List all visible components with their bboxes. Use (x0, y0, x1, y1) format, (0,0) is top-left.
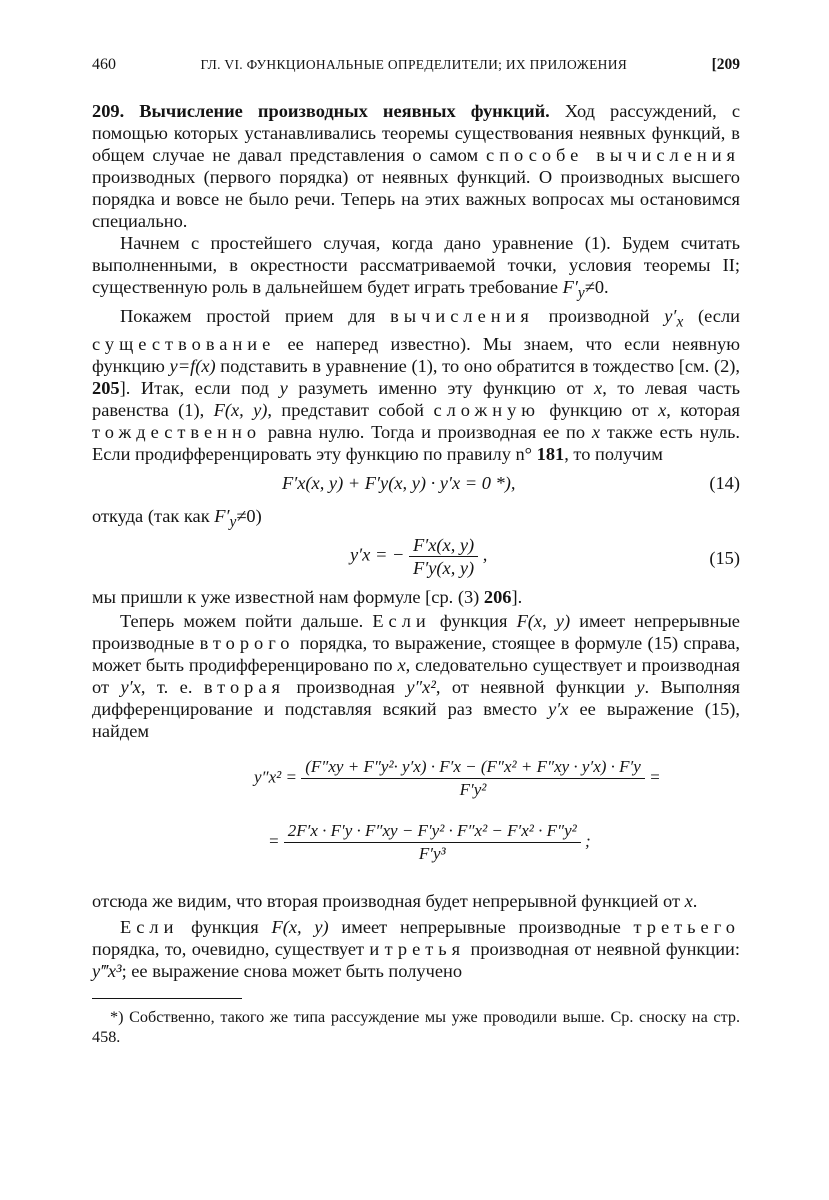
equation-15-number: (15) (709, 548, 740, 569)
equation-line-1: y″x² = $\frac{\text{(F″xy + F″y²· y′x) · F′x − (F″x² + F″xy · y′x) · F′y}}{\text{F′y²}}$ = (254, 757, 661, 800)
equation-15-lhs: y′x = − (350, 544, 405, 565)
paragraph-8: Если функция F(x, y) имеет непрерывные производные третьего порядка, то, очевидно, существует и третья производная от неявной функции: y‴x³; ее выражение снова может быть получено (92, 917, 740, 982)
book-page (92, 56, 740, 1047)
equation-15-numerator: F′x(x, y) (409, 534, 478, 557)
footnote-divider (92, 998, 242, 999)
running-title: ГЛ. VI. ФУНКЦИОНАЛЬНЫЕ ОПРЕДЕЛИТЕЛИ; ИХ ПРИЛОЖЕНИЯ (200, 57, 628, 72)
running-header (92, 56, 740, 84)
equation-line-2: = $\frac{\text{2F′x · F′y · F″xy − F′y² · F″x² − F′x² · F″y²}}{\text{F′y³}}$ ; (268, 821, 591, 864)
paragraph-6: Теперь можем пойти дальше. Если функция F(x, y) имеет непрерывные производные второго порядка, то выражение, стоящее в формуле (15) справа, может быть продифференцировано по x, следовательно существует и производная от y′x, т. е. вторая производная y″x², от неявной функции y. Выполняя дифференцирование и подставляя всякий раз вместо y′x ее выражение (15), найдем (92, 611, 740, 742)
equation-fraction-1: $\frac{\text{(F″xy + F″y²· y′x) · F′x − (F″x² + F″xy · y′x) · F′y}}{\text{F′y²}}$ (301, 756, 645, 801)
equation-15: y′x = − $\frac{F'x(x, y)}{F'y(x, y)}$ , (15) (350, 535, 740, 579)
spaced-emphasis: способе вычисления (486, 145, 740, 165)
equation-15-denominator: F′y(x, y) (412, 558, 475, 579)
equation-fraction-2: $\frac{\text{2F′x · F′y · F″xy − F′y² · F″x² − F′x² · F″y²}}{\text{F′y³}}$ (284, 820, 581, 865)
paragraph-4: откуда (так как $F'_y\ne 0$) (92, 506, 262, 532)
section-heading: 209. Вычисление производных неявных функций. (92, 101, 550, 121)
equation-15-fraction (409, 534, 478, 579)
paragraph-7: отсюда же видим, что вторая производная будет непрерывной функцией от x. (92, 891, 698, 912)
section-ref: [209 (711, 56, 740, 73)
paragraph-1: 209. Вычисление производных неявных функций. Ход рассуждений, с помощью которых устанавливались теоремы существования неявных функций, в общем случае не давал представления о самом способе вычисления производных (первого порядка) от неявных функций. О производных высшего порядка и вовсе не было речи. Теперь на этих важных вопросах мы остановимся специально. (92, 101, 740, 231)
paragraph-5: мы пришли к уже известной нам формуле [ср. (3) 206]. (92, 587, 523, 608)
paragraph-3: Покажем простой прием для вычисления производной $y'_x$ (если существование ее наперед известно). Мы знаем, что если неявную функцию y=f(x) подставить в уравнение (1), то оно обратится в тождество [см. (2), 205]. Итак, если под y разуметь именно эту функцию от x, то левая часть равенства (1), F(x, y), представит собой сложную функцию от x, которая тождественно равна нулю. Тогда и производная ее по x также есть нуль. Если продифференцировать эту функцию по правилу n° 181, то получим (92, 305, 741, 465)
equation-14 (92, 465, 740, 505)
equation-14-body: F′x(x, y) + F′y(x, y) · y′x = 0 *), (282, 473, 516, 494)
equation-14-number: (14) (709, 473, 740, 494)
paragraph-2: Начнем с простейшего случая, когда дано уравнение (1). Будем считать выполненными, в окрестности рассматриваемой точки, условия теоремы II; существенную роль в дальнейшем будет играть требование $F'_y\ne 0$. (92, 233, 740, 302)
footnote: *) Собственно, такого же типа рассуждение мы уже проводили выше. Ср. сноску на стр. 458. (92, 1008, 740, 1047)
page-number: 460 (92, 56, 116, 73)
equation-second-derivative (92, 748, 740, 886)
